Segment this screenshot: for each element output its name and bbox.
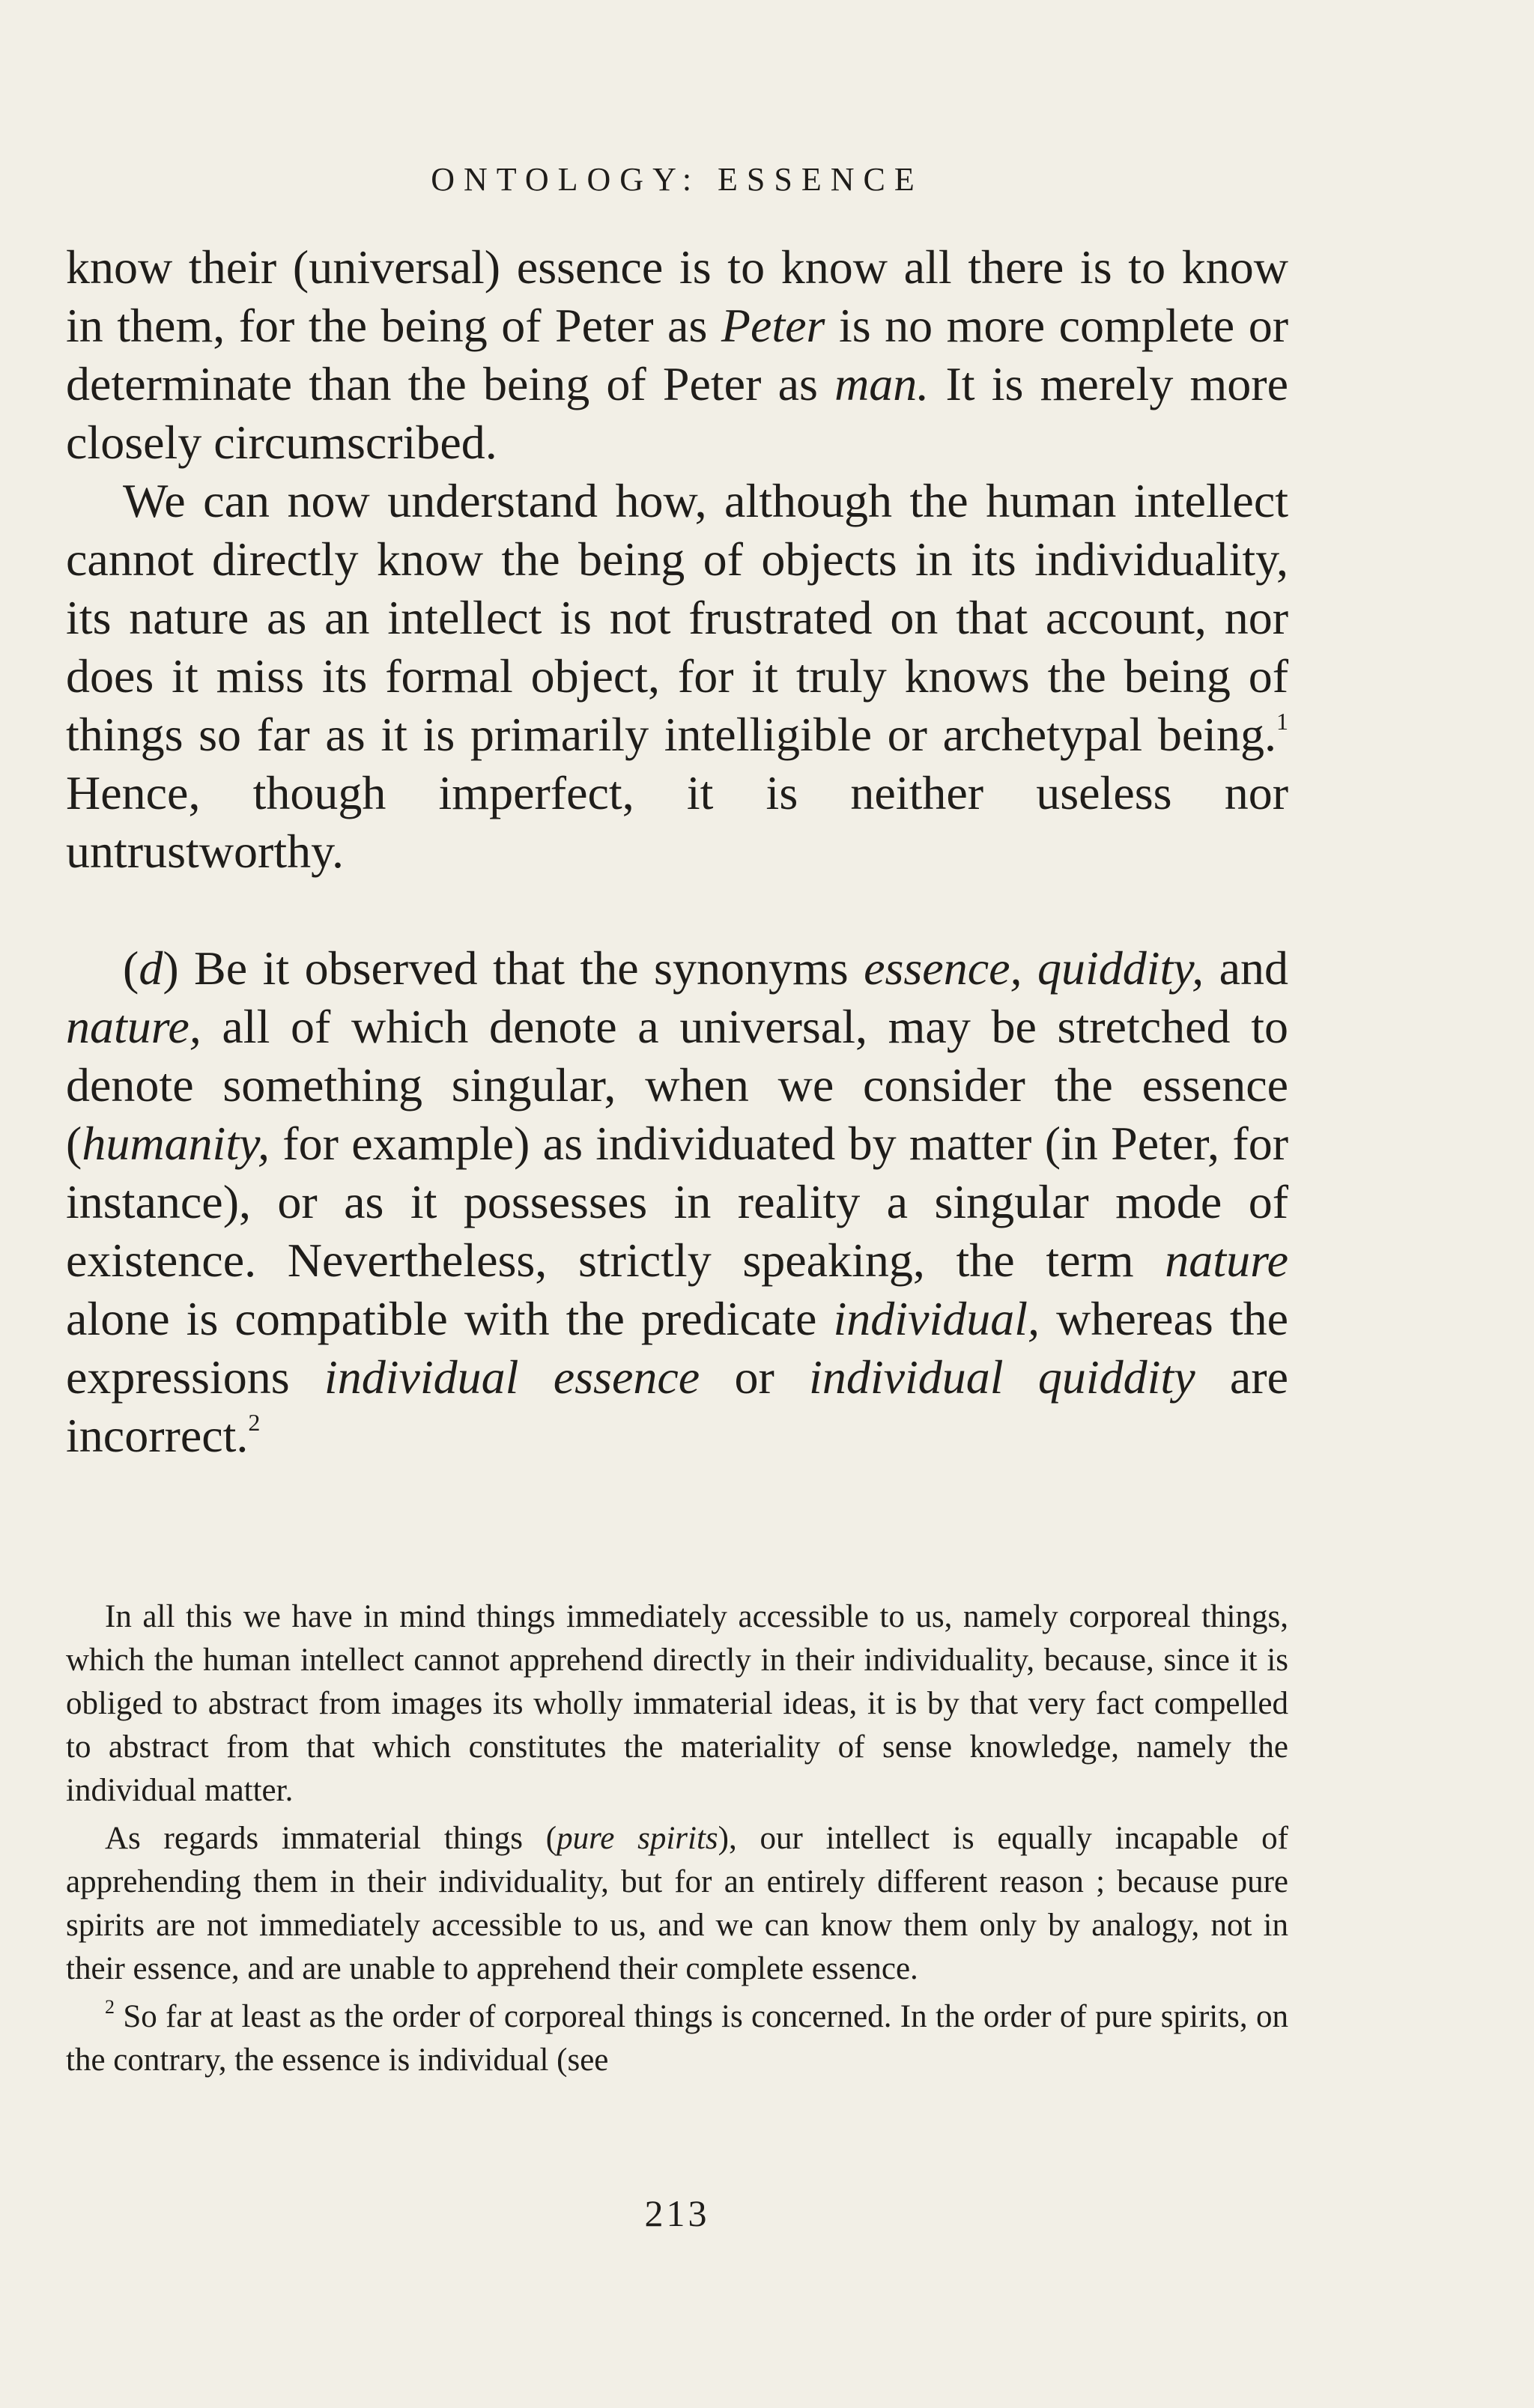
italic-span: Peter — [721, 299, 825, 352]
footnote-ref-1: 1 — [1276, 708, 1288, 735]
italic-span: pure spirits — [557, 1821, 718, 1856]
footnote-ref-2: 2 — [248, 1409, 261, 1436]
footnote-1-continued — [66, 1817, 1288, 1991]
paragraph-2 — [66, 472, 1288, 881]
italic-span: nature, — [66, 1000, 201, 1053]
footnotes — [66, 1595, 1288, 2087]
text-span: all of which denote a universal, may be stretched to denote something singular, when we consider the essence ( — [66, 1000, 1288, 1170]
text-span: are incorrect. — [66, 1350, 1288, 1462]
italic-span: individual, — [833, 1292, 1040, 1345]
italic-span: humanity, — [82, 1117, 270, 1170]
book-page — [66, 0, 1288, 2408]
text-span: is no more complete or determinate than the being of Peter as — [66, 299, 1289, 410]
text-span: ( — [123, 941, 139, 995]
italic-span: nature — [1165, 1234, 1288, 1287]
text-span: We can now understand how, although the human intellect cannot directly know the being of objects in its individuality, its nature as an intellect is not frustrated on that account, nor does it miss its formal object, for it truly knows the being of things so far as it is primarily intelligible or archetypal being. — [66, 474, 1288, 761]
text-span: ) Be it observed that the synonyms — [163, 941, 864, 995]
text-span: So far at least as the order of corporeal things is concerned. In the order of pure spirits, on the contrary, the essence is individual (see — [66, 1999, 1288, 2078]
text-span: In all this we have in mind things immediately accessible to us, namely corporeal things, which the human intellect cannot apprehend directly in their individuality, because, since it is obliged to abstract from images its wholly immaterial ideas, it is by that very fact compelled to abstract from that which constitutes the materiality of sense knowledge, namely the individual matter. — [66, 1599, 1288, 1808]
paragraph-1 — [66, 238, 1288, 472]
text-span: ), our intellect is equally incapable of apprehending them in their individuality, but for an entirely different reason ; because pure spirits are not immediately accessible to us, and we can know them only by analogy, not in their essence, and are unable to apprehend their complete essence. — [66, 1821, 1288, 1986]
text-span: Hence, though imperfect, it is neither useless nor untrustworthy. — [66, 766, 1288, 878]
text-span: or — [700, 1350, 810, 1404]
italic-span: d — [139, 941, 163, 995]
text-span — [1022, 941, 1037, 995]
paragraph-3 — [66, 939, 1288, 1465]
text-span: It is merely more closely circumscribed. — [66, 357, 1288, 469]
text-span: know their (universal) essence is to know all there is to know in them, for the being of Peter as — [66, 240, 1288, 352]
main-text — [66, 238, 1288, 1465]
footnote-number: 2 — [105, 1996, 115, 2018]
italic-span: quiddity, — [1037, 941, 1204, 995]
text-span: As regards immaterial things ( — [105, 1821, 557, 1856]
text-span: alone is compatible with the predicate — [66, 1292, 834, 1345]
page-number: 213 — [644, 2192, 710, 2234]
text-span: for example) as individuated by matter (in Peter, for instance), or as it possesses in reality a singular mode of existence. Nevertheless, strictly speaking, the term — [66, 1117, 1288, 1287]
footnote-1 — [66, 1595, 1288, 1813]
italic-span: essence, — [864, 941, 1022, 995]
text-span: whereas the expressions — [66, 1292, 1289, 1404]
italic-span: individual quiddity — [809, 1350, 1195, 1404]
running-head: ONTOLOGY: ESSENCE — [431, 161, 924, 198]
italic-span: man. — [834, 357, 930, 410]
italic-span: individual essence — [324, 1350, 700, 1404]
footnote-2 — [66, 1995, 1288, 2082]
text-span: and — [1204, 941, 1289, 995]
